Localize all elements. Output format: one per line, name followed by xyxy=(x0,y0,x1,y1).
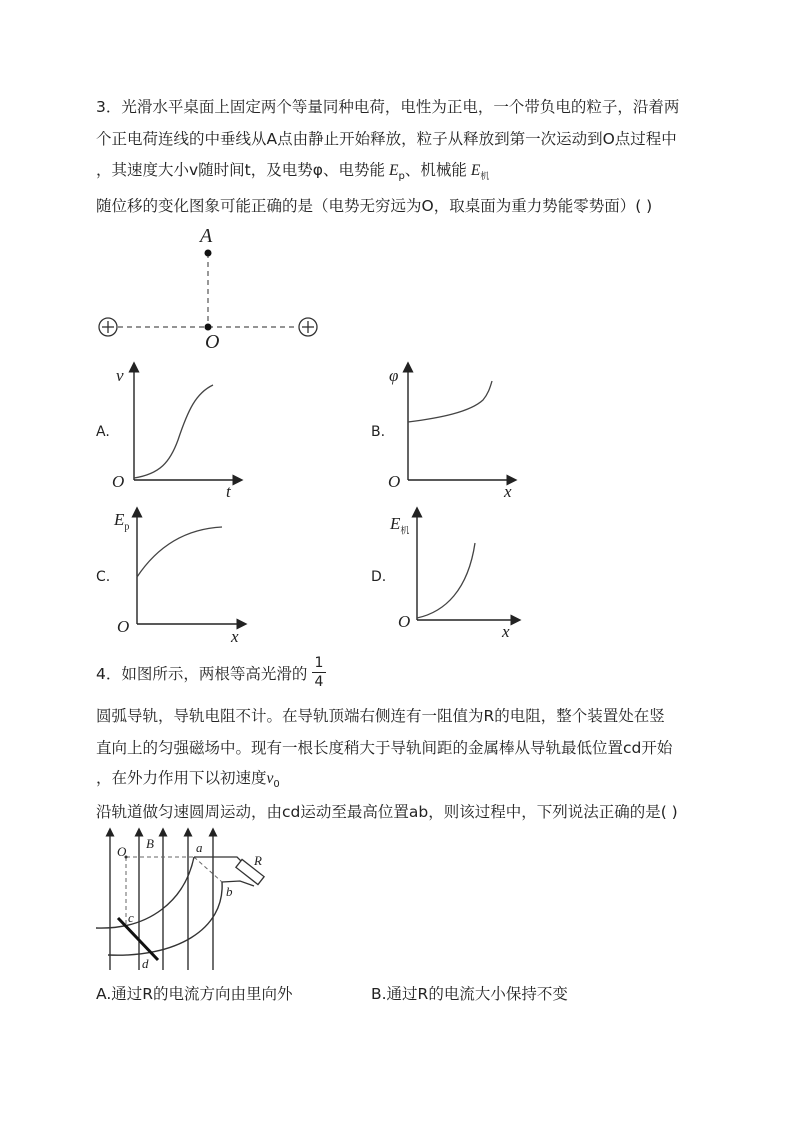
fraction-numerator: 1 xyxy=(314,655,324,671)
option-d-letter: D. xyxy=(371,569,387,585)
option-a-letter: A. xyxy=(96,424,110,440)
rail-far xyxy=(108,882,222,955)
v0-subscript: 0 xyxy=(273,779,280,791)
option-a-y-label: v xyxy=(116,366,124,385)
emech-symbol: E xyxy=(470,162,481,179)
q4-line-3: 直向上的匀强磁场中。现有一根长度稍大于导轨间距的金属棒从导轨最低位置cd开始 xyxy=(96,739,673,757)
option-a-origin: O xyxy=(112,472,125,491)
option-b-y-label: φ xyxy=(389,366,399,385)
option-c-origin: O xyxy=(117,617,130,636)
option-d-x-label: x xyxy=(502,622,510,641)
ep-symbol: E xyxy=(388,162,399,179)
rail-near xyxy=(96,857,194,928)
v0-symbol: v xyxy=(266,770,274,787)
label-o: O xyxy=(205,331,220,353)
option-d-y-symbol: E xyxy=(390,514,401,533)
q4-option-b: B.通过R的电流大小保持不变 xyxy=(371,985,568,1003)
option-c-y-subscript: p xyxy=(124,521,130,533)
connector-top xyxy=(194,857,244,864)
fig4-label-c: c xyxy=(128,910,134,925)
label-a: A xyxy=(200,225,213,247)
option-c-y-symbol: E xyxy=(114,510,125,529)
option-d-y-subscript: 机 xyxy=(400,525,410,536)
q4-line-5: 沿轨道做匀速圆周运动，由cd运动至最高位置ab，则该过程中，下列说法正确的是( ) xyxy=(96,803,678,821)
fig4-label-d: d xyxy=(142,956,149,971)
option-b-x-label: x xyxy=(504,482,512,501)
option-a-x-label: t xyxy=(226,482,231,501)
emech-subscript: 机 xyxy=(480,172,490,183)
q3-line-1: 3．光滑水平桌面上固定两个等量同种电荷，电性为正电，一个带负电的粒子，沿着两 xyxy=(96,98,680,116)
fig4-label-R: R xyxy=(254,853,262,868)
q3-line-4: 随位移的变化图象可能正确的是（电势无穷远为O，取桌面为重力势能零势面）( ) xyxy=(96,197,653,215)
q3-line-3-text-b: 、机械能 xyxy=(404,161,467,179)
fig4-label-B: B xyxy=(146,836,154,851)
construction-lines xyxy=(126,857,222,925)
q3-line-2: 个正电荷连线的中垂线从A点由静止开始释放，粒子从释放到第一次运动到O点过程中 xyxy=(96,130,677,148)
ep-subscript: p xyxy=(398,171,405,183)
option-b-origin: O xyxy=(388,472,401,491)
q4-line-1: 4．如图所示，两根等高光滑的 xyxy=(96,665,308,683)
q4-line-2: 圆弧导轨，导轨电阻不计。在导轨顶端右侧连有一阻值为R的电阻，整个装置处在竖 xyxy=(96,707,665,725)
q4-option-a: A.通过R的电流方向由里向外 xyxy=(96,985,293,1003)
q3-line-3-text: ，其速度大小v随时间t，及电势φ、电势能 xyxy=(96,161,385,179)
fig4-label-a: a xyxy=(196,840,203,855)
option-b-letter: B. xyxy=(371,424,386,440)
q4-line-4-text: ，在外力作用下以初速度 xyxy=(96,769,267,787)
fig4-label-b: b xyxy=(226,884,233,899)
fraction-denominator: 4 xyxy=(314,674,324,690)
option-c-x-label: x xyxy=(231,627,239,646)
option-d-origin: O xyxy=(398,612,411,631)
option-c-letter: C. xyxy=(96,569,111,585)
fig4-label-O: O xyxy=(117,844,127,859)
